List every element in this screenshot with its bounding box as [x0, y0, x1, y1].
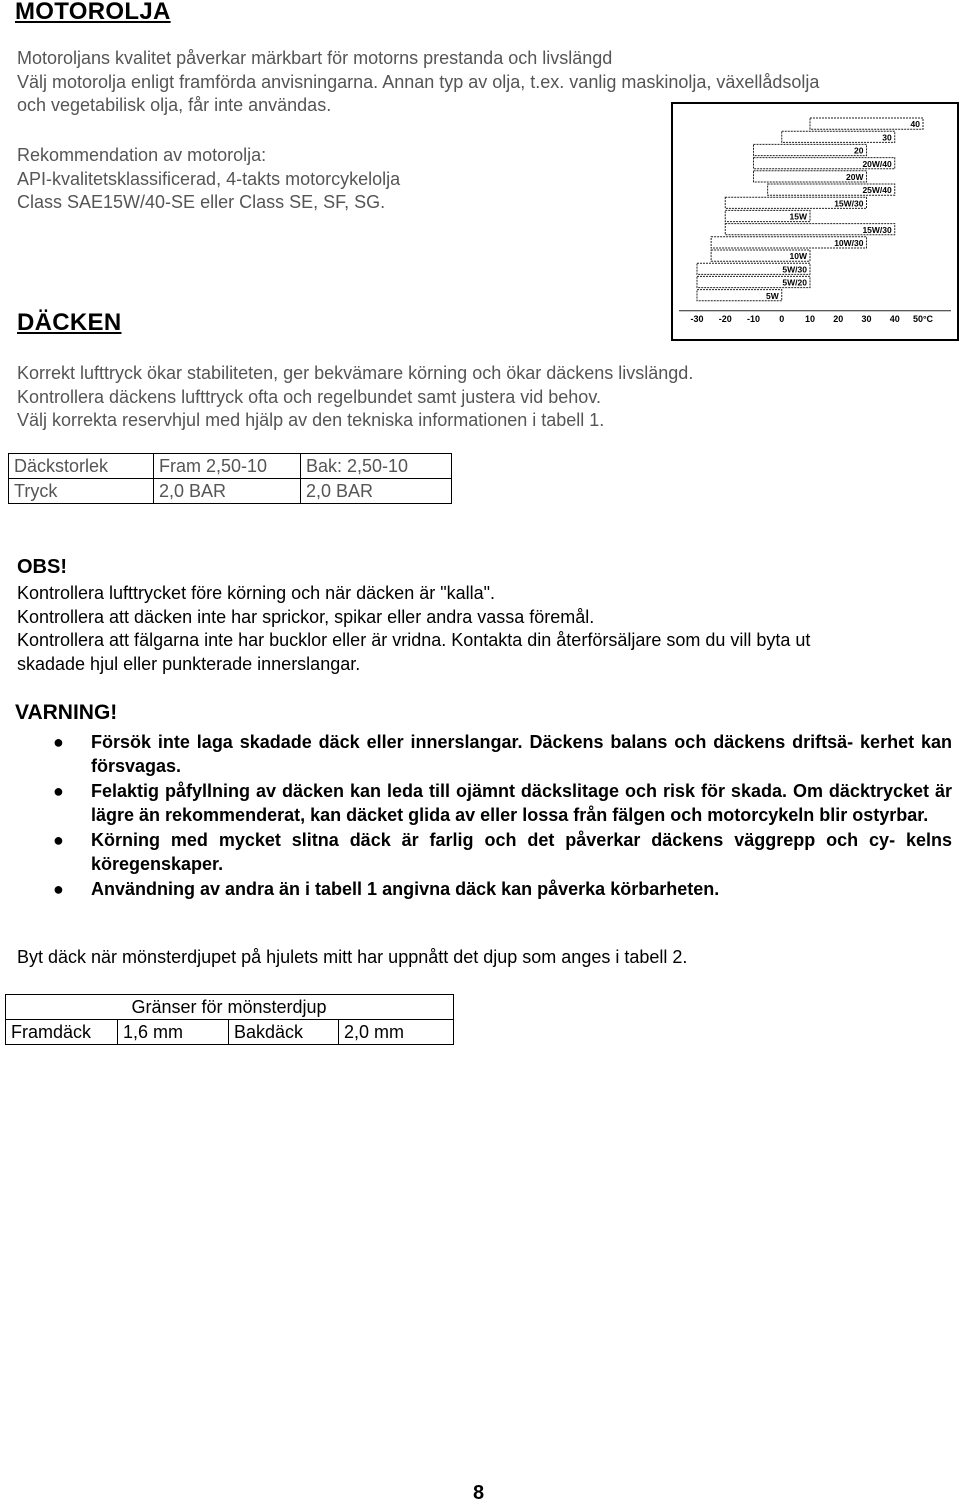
- viscosity-grade-label: 20W/40: [862, 158, 892, 169]
- page-number: 8: [473, 1482, 485, 1504]
- obs-heading: OBS!: [17, 556, 67, 578]
- x-tick-label: 30: [861, 313, 872, 324]
- oil-viscosity-chart-svg: [673, 104, 957, 339]
- warning-text: Användning av andra än i tabell 1 angivna däck kan påverka körbarheten.: [91, 879, 720, 899]
- text-line: Kontrollera att fälgarna inte har bucklor eller är vridna. Kontakta din återförsäljare som du vill byta ut: [17, 630, 811, 650]
- table-cell: Framdäck: [6, 1020, 118, 1045]
- x-tick-label: 0: [779, 313, 785, 324]
- list-item: [17, 878, 952, 902]
- tread-depth-table: [5, 994, 454, 1045]
- tires-heading: DÄCKEN: [17, 309, 122, 336]
- replace-tires-text: Byt däck när mönsterdjupet på hjulets mitt har uppnått det djup som anges i tabell 2.: [17, 947, 688, 967]
- viscosity-range-bar: [754, 144, 867, 155]
- x-tick-label: 10: [804, 313, 816, 324]
- viscosity-grade-label: 5W/20: [782, 277, 807, 288]
- text-line: Rekommendation av motorolja:: [17, 145, 267, 165]
- text-line: Korrekt lufttryck ökar stabiliteten, ger bekvämare körning och ökar däckens livslängd.: [17, 363, 694, 383]
- warning-text: Körning med mycket slitna däck är farlig och det påverkar däckens väggrepp och cy- kelns köregenskaper.: [91, 830, 952, 874]
- warning-text: Försök inte laga skadade däck eller innerslangar. Däckens balans och däckens driftsä- kerhet kan försvagas.: [91, 732, 952, 776]
- text-line: Välj motorolja enligt framförda anvisningarna. Annan typ av olja, t.ex. vanlig maskinolja, växellådsolja: [17, 71, 820, 92]
- obs-text: [17, 582, 810, 676]
- text-line: Kontrollera att däcken inte har sprickor, spikar eller andra vassa föremål.: [17, 606, 595, 627]
- table-row: [6, 1020, 454, 1045]
- table-title: Gränser för mönsterdjup: [6, 995, 454, 1020]
- table-row: [6, 995, 454, 1020]
- table-cell: Tryck: [9, 479, 154, 504]
- text-line: Välj korrekta reservhjul med hjälp av den tekniska informationen i tabell 1.: [17, 410, 605, 430]
- viscosity-grade-label: 15W/30: [862, 224, 892, 235]
- viscosity-grade-label: 40: [910, 119, 920, 130]
- viscosity-range-bar: [810, 118, 923, 129]
- text-line: Class SAE15W/40-SE eller Class SE, SF, SG.: [17, 192, 386, 212]
- list-item: [17, 829, 952, 876]
- list-item: [17, 731, 952, 778]
- table-row: [9, 479, 452, 504]
- x-tick-label: 50°C: [912, 313, 934, 324]
- tires-intro: [17, 362, 693, 433]
- table-cell: Däckstorlek: [9, 454, 154, 479]
- viscosity-grade-label: 20: [854, 145, 864, 156]
- table-cell: Fram 2,50-10: [154, 454, 301, 479]
- warning-heading: VARNING!: [15, 701, 118, 724]
- table-cell: 2,0 BAR: [154, 479, 301, 504]
- viscosity-grade-label: 5W/30: [782, 264, 807, 275]
- oil-recommendation: [17, 144, 400, 215]
- viscosity-grade-label: 5W: [766, 290, 779, 301]
- bullet-icon: ●: [53, 732, 64, 752]
- viscosity-grade-label: 25W/40: [862, 185, 892, 196]
- x-tick-label: -20: [718, 313, 732, 324]
- viscosity-grade-label: 20W: [846, 172, 864, 182]
- table-cell: Bak: 2,50-10: [301, 454, 452, 479]
- warning-text: Felaktig påfyllning av däcken kan leda till ojämnt däckslitage och risk för skada. Om däcktrycket är lägre än rekommenderat, kan däcket glida av eller lossa från fälgen och motorcykeln blir ostyrbar.: [91, 781, 952, 825]
- text-line: Kontrollera däckens lufttryck ofta och regelbundet samt justera vid behov.: [17, 386, 601, 407]
- list-item: [17, 780, 952, 827]
- x-tick-label: 40: [889, 313, 900, 324]
- table-cell: 2,0 BAR: [301, 479, 452, 504]
- bullet-icon: ●: [53, 830, 64, 850]
- viscosity-grade-label: 15W: [789, 211, 807, 222]
- x-tick-label: 20: [833, 313, 844, 324]
- table-cell: 1,6 mm: [118, 1020, 229, 1045]
- warning-list: [17, 731, 952, 904]
- viscosity-grade-label: 15W/30: [834, 198, 864, 209]
- viscosity-grade-label: 10W/30: [834, 238, 864, 248]
- table-cell: 2,0 mm: [339, 1020, 454, 1045]
- text-line: API-kvalitetsklassificerad, 4-takts motorcykelolja: [17, 168, 401, 189]
- x-tick-label: -10: [746, 313, 761, 324]
- table-cell: Bakdäck: [229, 1020, 339, 1045]
- viscosity-range-bar: [782, 131, 895, 142]
- bullet-icon: ●: [53, 781, 64, 801]
- viscosity-grade-label: 30: [882, 132, 892, 143]
- tire-table-1: [8, 453, 452, 504]
- x-tick-label: -30: [690, 313, 704, 324]
- oil-viscosity-chart: [671, 102, 959, 341]
- text-line: Kontrollera lufttrycket före körning och när däcken är "kalla".: [17, 583, 496, 603]
- viscosity-grade-label: 10W: [789, 251, 807, 262]
- text-line: och vegetabilisk olja, får inte användas.: [17, 95, 332, 115]
- bullet-icon: ●: [53, 879, 64, 899]
- table-row: [9, 454, 452, 479]
- text-line: skadade hjul eller punkterade innerslangar.: [17, 653, 361, 674]
- motor-oil-heading: MOTOROLJA: [15, 0, 171, 25]
- text-line: Motoroljans kvalitet påverkar märkbart för motorns prestanda och livslängd: [17, 48, 613, 68]
